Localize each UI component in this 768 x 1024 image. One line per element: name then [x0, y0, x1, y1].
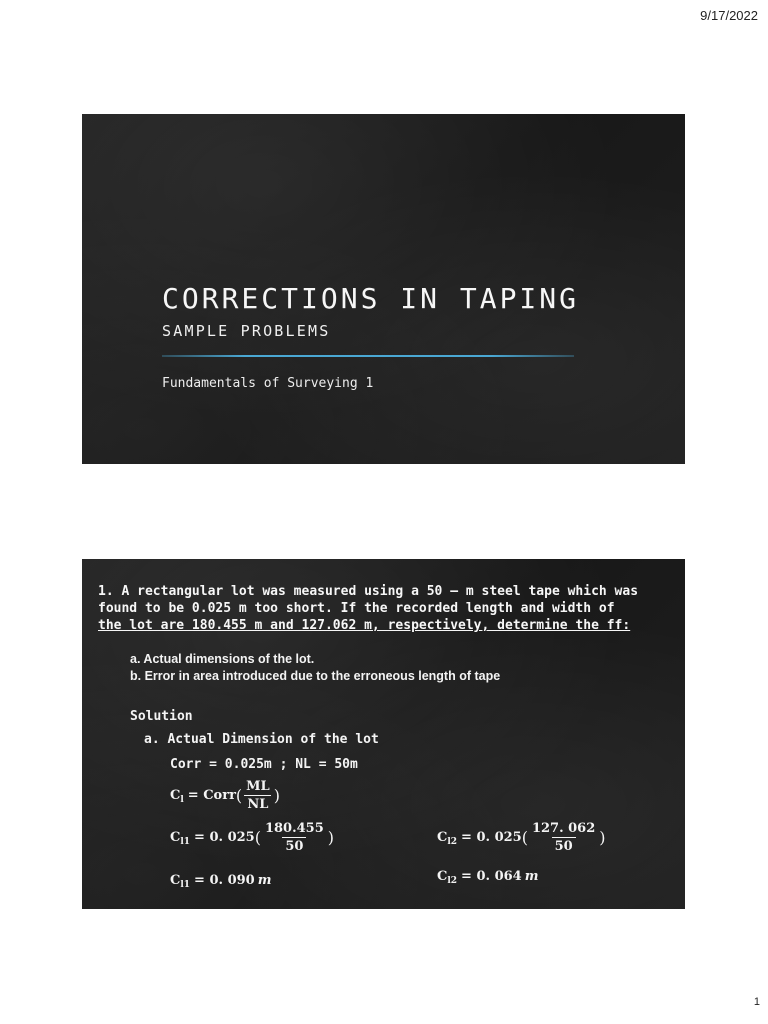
result-width [437, 869, 538, 884]
problem-item-a: a. Actual dimensions of the lot. [130, 652, 315, 666]
page-number: 1 [753, 996, 760, 1008]
fraction-denominator: NL [244, 795, 271, 812]
result-unit: m [257, 873, 272, 888]
formula-lhs-sub: l [180, 794, 184, 805]
problem-line: the lot are 180.455 m and 127.062 m, respectively, determine the ff: [98, 618, 631, 633]
title-slide [82, 114, 685, 464]
result-lhs-sub: l1 [180, 879, 191, 890]
equation-width: C l2 = 0. 025 ( $\frac{127. 062}{50}$ ) [437, 821, 606, 854]
slide-subtitle: SAMPLE PROBLEMS [162, 322, 331, 340]
solution-part-a: a. Actual Dimension of the lot [144, 732, 379, 747]
eq-coefficient: = 0. 025 [461, 830, 522, 845]
title-divider [162, 355, 574, 357]
result-value: = 0. 064 [461, 869, 522, 884]
problem-slide [82, 559, 685, 909]
eq-fraction [262, 821, 327, 854]
eq-lhs-sub: l2 [447, 836, 458, 847]
result-lhs: C [170, 873, 181, 888]
eq-fraction [529, 821, 598, 854]
correction-formula: C l = Corr ( $\frac{ML}{NL}$ ) [170, 779, 280, 812]
page-date: 9/17/2022 [700, 8, 758, 23]
fraction-numerator: 180.455 [264, 821, 324, 836]
equation-length: C l1 = 0. 025 ( $\frac{180.455}{50}$ ) [170, 821, 335, 854]
eq-lhs: C [437, 830, 448, 845]
problem-line: found to be 0.025 m too short. If the recorded length and width of [98, 601, 615, 616]
eq-lhs: C [170, 830, 181, 845]
slide-title: CORRECTIONS IN TAPING [162, 282, 580, 315]
formula-fraction [243, 779, 273, 812]
eq-lhs-sub: l1 [180, 836, 191, 847]
result-length [170, 873, 271, 888]
result-unit: m [524, 869, 539, 884]
result-lhs: C [437, 869, 448, 884]
formula-lhs: C [170, 788, 181, 803]
eq-coefficient: = 0. 025 [194, 830, 255, 845]
formula-rhs: = Corr [187, 788, 236, 803]
given-values: Corr = 0.025m ; NL = 50m [170, 757, 358, 772]
fraction-denominator: 50 [282, 837, 306, 854]
problem-item-b: b. Error in area introduced due to the erroneous length of tape [130, 669, 501, 683]
problem-line: 1. A rectangular lot was measured using a 50 – m steel tape which was [98, 584, 639, 599]
fraction-numerator: ML [246, 779, 270, 794]
result-lhs-sub: l2 [447, 875, 458, 886]
problem-statement [98, 583, 678, 634]
fraction-numerator: 127. 062 [531, 821, 596, 836]
course-name: Fundamentals of Surveying 1 [162, 376, 374, 391]
result-value: = 0. 090 [194, 873, 255, 888]
solution-heading: Solution [130, 709, 193, 724]
problem-items [130, 651, 500, 685]
fraction-denominator: 50 [552, 837, 576, 854]
